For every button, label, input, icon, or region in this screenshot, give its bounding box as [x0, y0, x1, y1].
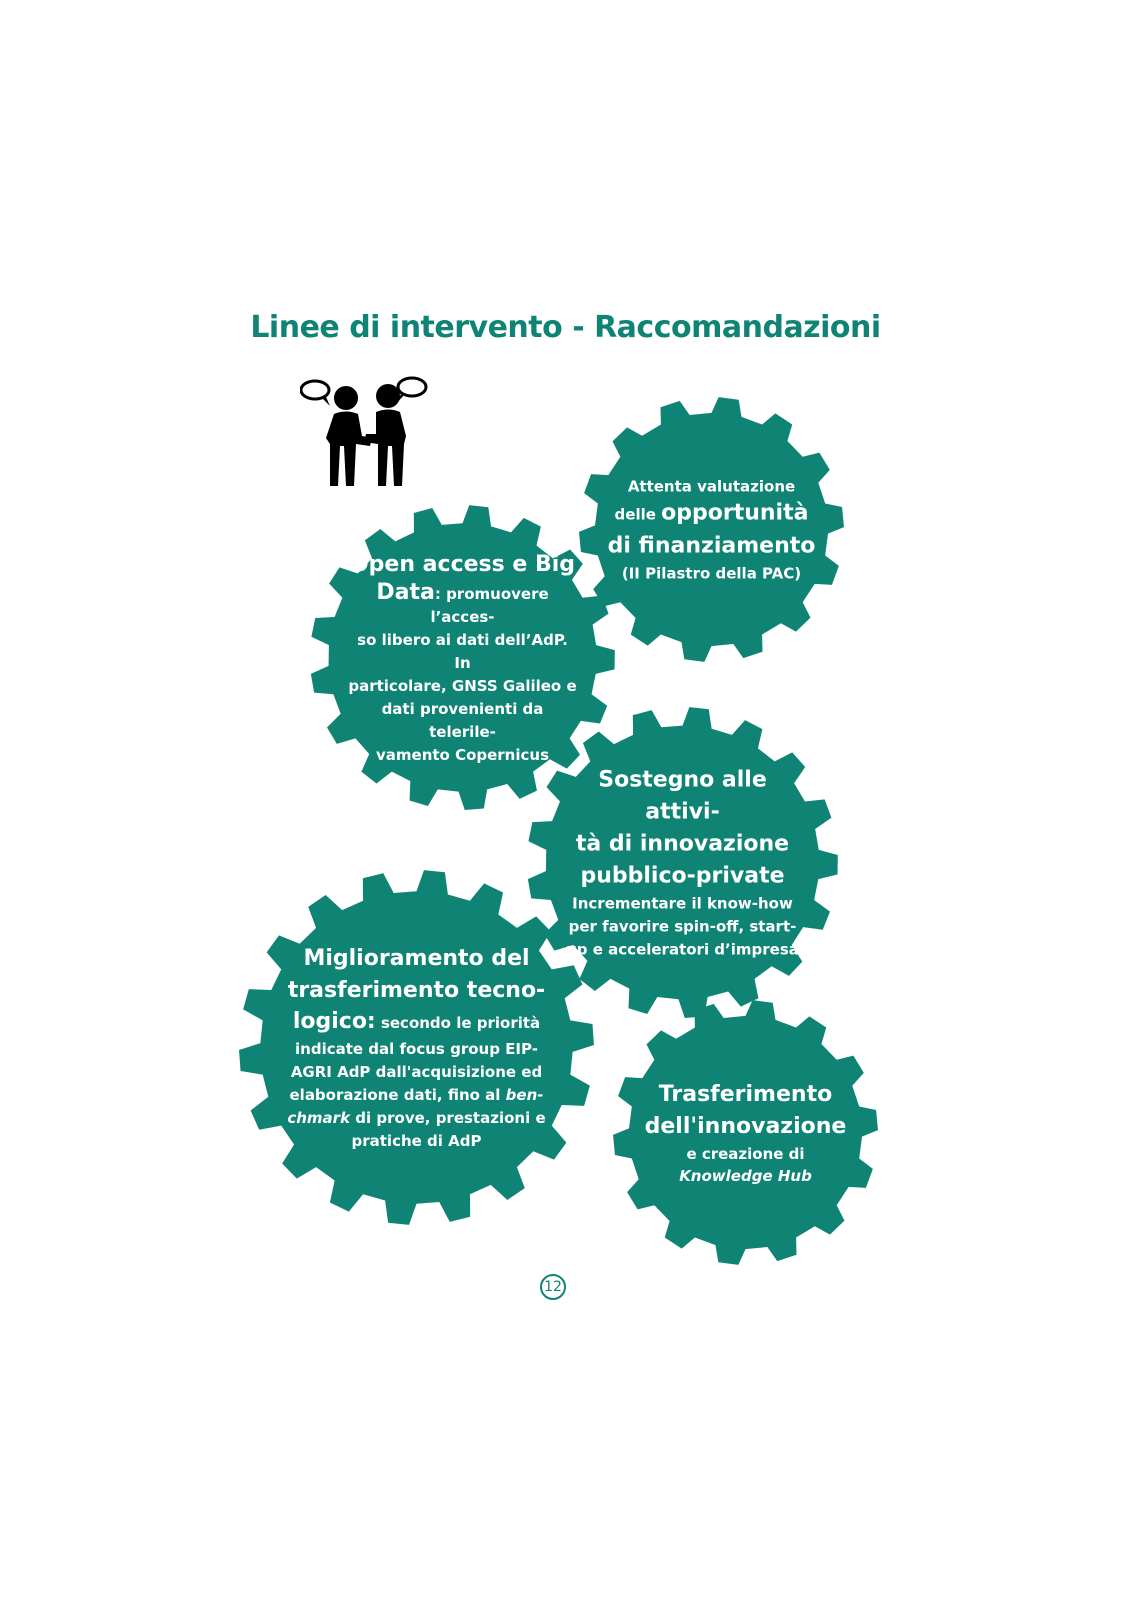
- gear-heading: di finanziamento: [607, 533, 816, 558]
- gear-text-line: Incrementare il know-how: [572, 894, 793, 912]
- gear-finanziamento-text: [607, 475, 817, 584]
- gear-heading-strong: logico:: [292, 1008, 376, 1034]
- gear-heading-strong: opportunità: [661, 500, 809, 525]
- gear-text-line: up e acceleratori d’impresa: [566, 940, 799, 958]
- gear-text-line: so libero ai dati dell’AdP. In: [357, 630, 568, 672]
- gear-text-line: dati provenienti da telerile-: [381, 699, 544, 741]
- gear-text-line: vamento Copernicus: [375, 745, 550, 764]
- two-people-talking-icon: [300, 376, 435, 506]
- gear-heading: Miglioramento del: [303, 945, 530, 971]
- gear-heading: Trasferimento: [658, 1081, 833, 1107]
- gear-text-italic: ben-: [505, 1085, 544, 1104]
- gear-trasferimento: [613, 1000, 878, 1265]
- gear-text-line: (II Pilastro della PAC): [621, 564, 802, 582]
- page-title: Linee di intervento - Raccomandazioni: [250, 310, 881, 345]
- gear-text-line: delle: [614, 505, 662, 523]
- gear-text-line: elaborazione dati, fino al: [289, 1085, 506, 1104]
- gear-text-line: : promuovere l’acces-: [430, 584, 549, 626]
- gear-finanziamento: [579, 397, 844, 662]
- gear-heading: Open access e Big: [349, 551, 576, 577]
- gear-heading-strong: Data: [376, 579, 435, 605]
- gear-text-line: AGRI AdP dall'acquisizione ed: [290, 1062, 543, 1081]
- gear-miglioramento: [239, 870, 594, 1225]
- gear-text-italic: chmark: [287, 1108, 351, 1127]
- gear-heading: pubblico-private: [580, 863, 785, 888]
- gear-text-line: indicate dal focus group EIP-: [295, 1039, 538, 1058]
- gear-text-line: per favorire spin-off, start-: [568, 917, 797, 935]
- gear-heading: Sostegno alle attivi-: [598, 767, 767, 824]
- page-number: 12: [540, 1274, 566, 1300]
- gear-sostegno-text: [558, 764, 808, 961]
- gear-text-line: e creazione di: [686, 1144, 805, 1163]
- gear-heading: trasferimento tecno-: [287, 977, 546, 1003]
- gear-text-line: Attenta valutazione: [627, 477, 796, 495]
- gear-text-italic: Knowledge Hub: [679, 1166, 812, 1185]
- gear-text-line: di prove, prestazioni e: [350, 1108, 546, 1127]
- gear-text-line: secondo le priorità: [375, 1013, 541, 1032]
- gear-text-line: particolare, GNSS Galileo e: [348, 676, 577, 695]
- gear-heading: dell'innovazione: [644, 1113, 847, 1139]
- gear-text-line: pratiche di AdP: [351, 1131, 482, 1150]
- gear-heading: tà di innovazione: [575, 831, 790, 856]
- gear-trasferimento-text: [641, 1079, 851, 1187]
- gear-miglioramento-text: [286, 943, 548, 1153]
